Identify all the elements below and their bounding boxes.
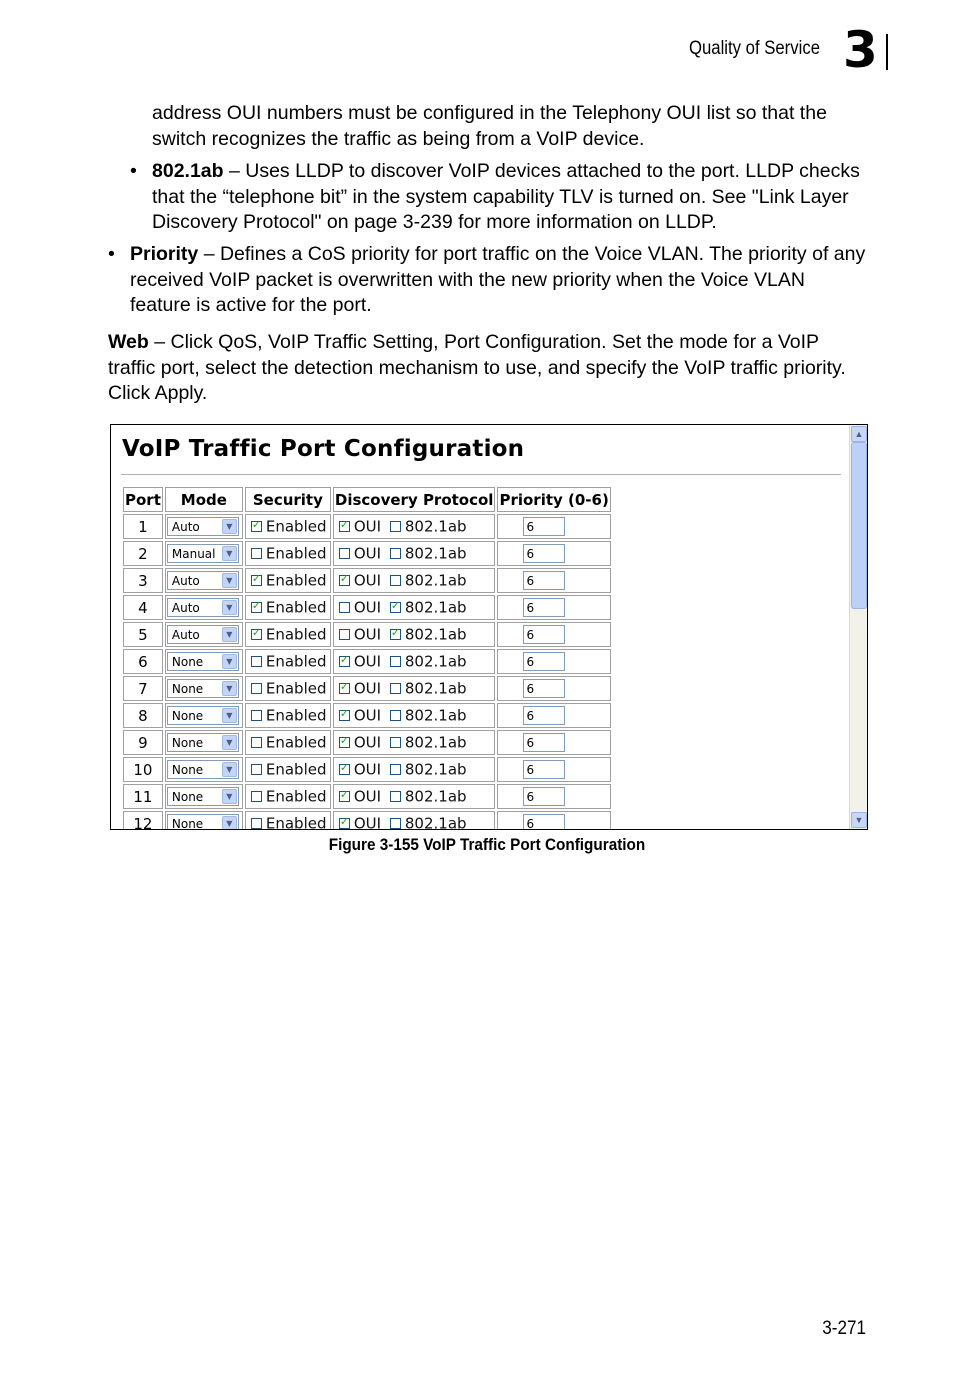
chevron-down-icon[interactable]: ▼ xyxy=(222,789,237,804)
discovery-cell xyxy=(333,757,496,782)
security-checkbox[interactable] xyxy=(251,791,262,802)
lldp-checkbox-label: 802.1ab xyxy=(404,571,467,590)
mode-value: Auto xyxy=(171,601,200,615)
priority-input[interactable]: 6 xyxy=(523,760,565,779)
mode-cell xyxy=(165,811,243,830)
discovery-cell xyxy=(333,514,496,539)
mode-value: None xyxy=(171,655,204,669)
priority-input[interactable]: 6 xyxy=(523,544,565,563)
security-checkbox[interactable] xyxy=(251,764,262,775)
chevron-down-icon[interactable]: ▼ xyxy=(222,600,237,615)
desc-8021ab: – Uses LLDP to discover VoIP devices attached to the port. LLDP checks that the “telephone bit” in the system capability TLV is turned on. See "Link Layer Discovery Protocol" on page 3-239 for more information on LLDP. xyxy=(152,160,860,234)
mode-select[interactable] xyxy=(167,706,239,725)
bullet-marker: • xyxy=(130,160,137,182)
col-security: Security xyxy=(245,487,331,512)
scroll-up-button[interactable]: ▲ xyxy=(851,426,867,442)
discovery-cell xyxy=(333,541,496,566)
mode-select[interactable] xyxy=(167,598,239,617)
security-checkbox[interactable] xyxy=(251,710,262,721)
port-config-table xyxy=(121,485,613,830)
chevron-down-icon[interactable]: ▼ xyxy=(222,546,237,561)
mode-value: None xyxy=(171,817,204,830)
lldp-checkbox-label: 802.1ab xyxy=(404,814,467,830)
security-cell xyxy=(245,649,331,674)
discovery-cell xyxy=(333,595,496,620)
mode-value: None xyxy=(171,709,204,723)
discovery-cell xyxy=(333,676,496,701)
priority-cell xyxy=(497,595,610,620)
chevron-down-icon[interactable]: ▼ xyxy=(222,708,237,723)
table-row xyxy=(123,514,611,539)
security-checkbox[interactable] xyxy=(251,629,262,640)
security-cell xyxy=(245,676,331,701)
priority-input[interactable]: 6 xyxy=(523,598,565,617)
table-row xyxy=(123,784,611,809)
figure-caption: Figure 3-155 VoIP Traffic Port Configuration xyxy=(328,835,646,854)
desc-priority: – Defines a CoS priority for port traffic on the Voice VLAN. The priority of any received VoIP packet is overwritten with the new priority when the Voice VLAN feature is active for the port. xyxy=(130,243,866,317)
port-number: 9 xyxy=(123,730,163,755)
oui-checkbox[interactable] xyxy=(339,764,350,775)
oui-checkbox-label: OUI xyxy=(353,760,382,779)
lldp-checkbox[interactable] xyxy=(390,629,401,640)
mode-select[interactable] xyxy=(167,571,239,590)
priority-input[interactable]: 6 xyxy=(523,679,565,698)
security-cell xyxy=(245,514,331,539)
oui-checkbox-label: OUI xyxy=(353,571,382,590)
port-number: 2 xyxy=(123,541,163,566)
table-row xyxy=(123,730,611,755)
table-header-row xyxy=(123,487,611,512)
priority-input[interactable]: 6 xyxy=(523,814,565,830)
port-number: 10 xyxy=(123,757,163,782)
discovery-cell xyxy=(333,703,496,728)
chevron-down-icon[interactable]: ▼ xyxy=(222,762,237,777)
security-checkbox-label: Enabled xyxy=(265,652,327,671)
chevron-down-icon[interactable]: ▼ xyxy=(222,654,237,669)
lldp-checkbox[interactable] xyxy=(390,656,401,667)
mode-cell xyxy=(165,676,243,701)
priority-cell xyxy=(497,649,610,674)
lldp-checkbox[interactable] xyxy=(390,764,401,775)
mode-value: Auto xyxy=(171,520,200,534)
col-mode: Mode xyxy=(165,487,243,512)
oui-checkbox[interactable] xyxy=(339,629,350,640)
scroll-down-button[interactable]: ▼ xyxy=(851,812,867,828)
port-number: 4 xyxy=(123,595,163,620)
security-checkbox-label: Enabled xyxy=(265,814,327,830)
table-body xyxy=(123,514,611,830)
security-checkbox[interactable] xyxy=(251,818,262,829)
oui-checkbox-label: OUI xyxy=(353,652,382,671)
table-row xyxy=(123,622,611,647)
oui-checkbox-label: OUI xyxy=(353,706,382,725)
lldp-checkbox[interactable] xyxy=(390,602,401,613)
oui-checkbox-label: OUI xyxy=(353,544,382,563)
priority-input[interactable]: 6 xyxy=(523,625,565,644)
vertical-scrollbar[interactable] xyxy=(849,425,867,829)
oui-checkbox-label: OUI xyxy=(353,733,382,752)
priority-cell xyxy=(497,784,610,809)
desc-web: – Click QoS, VoIP Traffic Setting, Port Configuration. Set the mode for a VoIP traffic port, select the detection mechanism to use, and specify the VoIP traffic priority. Click Apply. xyxy=(108,331,846,405)
mode-select[interactable] xyxy=(167,733,239,752)
port-number: 8 xyxy=(123,703,163,728)
port-number: 7 xyxy=(123,676,163,701)
lldp-checkbox-label: 802.1ab xyxy=(404,733,467,752)
priority-cell xyxy=(497,676,610,701)
bullet-priority xyxy=(130,242,870,319)
lldp-checkbox[interactable] xyxy=(390,818,401,829)
table-row xyxy=(123,757,611,782)
lldp-checkbox-label: 802.1ab xyxy=(404,760,467,779)
term-8021ab: 802.1ab xyxy=(152,160,224,182)
priority-input[interactable]: 6 xyxy=(523,706,565,725)
priority-cell xyxy=(497,514,610,539)
priority-input[interactable]: 6 xyxy=(523,652,565,671)
security-checkbox-label: Enabled xyxy=(265,517,327,536)
oui-checkbox[interactable] xyxy=(339,737,350,748)
continuation-paragraph: address OUI numbers must be configured in the Telephony OUI list so that the switch recognizes the traffic as being from a VoIP device. xyxy=(152,102,827,150)
oui-checkbox[interactable] xyxy=(339,710,350,721)
oui-checkbox-label: OUI xyxy=(353,679,382,698)
mode-select[interactable] xyxy=(167,760,239,779)
discovery-cell xyxy=(333,784,496,809)
mode-value: Auto xyxy=(171,574,200,588)
security-cell xyxy=(245,811,331,830)
web-instructions xyxy=(108,330,868,407)
security-cell xyxy=(245,622,331,647)
discovery-cell xyxy=(333,568,496,593)
lldp-checkbox[interactable] xyxy=(390,548,401,559)
oui-checkbox[interactable] xyxy=(339,521,350,532)
table-row xyxy=(123,568,611,593)
oui-checkbox-label: OUI xyxy=(353,598,382,617)
col-discovery-protocol: Discovery Protocol xyxy=(333,487,496,512)
security-cell xyxy=(245,541,331,566)
security-cell xyxy=(245,703,331,728)
security-checkbox-label: Enabled xyxy=(265,679,327,698)
oui-checkbox[interactable] xyxy=(339,683,350,694)
mode-cell xyxy=(165,595,243,620)
mode-select[interactable] xyxy=(167,679,239,698)
lldp-checkbox[interactable] xyxy=(390,575,401,586)
table-row xyxy=(123,649,611,674)
lldp-checkbox[interactable] xyxy=(390,683,401,694)
mode-cell xyxy=(165,649,243,674)
priority-input[interactable]: 6 xyxy=(523,571,565,590)
discovery-cell xyxy=(333,622,496,647)
mode-select[interactable] xyxy=(167,544,239,563)
priority-cell xyxy=(497,622,610,647)
mode-select[interactable] xyxy=(167,517,239,536)
mode-cell xyxy=(165,757,243,782)
security-checkbox-label: Enabled xyxy=(265,787,327,806)
lldp-checkbox-label: 802.1ab xyxy=(404,625,467,644)
lldp-checkbox[interactable] xyxy=(390,737,401,748)
security-cell xyxy=(245,568,331,593)
security-cell xyxy=(245,595,331,620)
port-number: 3 xyxy=(123,568,163,593)
chevron-down-icon[interactable]: ▼ xyxy=(222,573,237,588)
mode-cell xyxy=(165,541,243,566)
port-number: 1 xyxy=(123,514,163,539)
security-checkbox[interactable] xyxy=(251,602,262,613)
panel-title: VoIP Traffic Port Configuration xyxy=(122,436,525,462)
oui-checkbox[interactable] xyxy=(339,575,350,586)
security-checkbox-label: Enabled xyxy=(265,598,327,617)
lldp-checkbox-label: 802.1ab xyxy=(404,517,467,536)
priority-cell xyxy=(497,811,610,830)
bullet-8021ab xyxy=(152,159,864,236)
mode-value: Manual xyxy=(171,547,216,561)
mode-cell xyxy=(165,703,243,728)
lldp-checkbox-label: 802.1ab xyxy=(404,598,467,617)
mode-cell xyxy=(165,784,243,809)
term-web: Web xyxy=(108,331,149,353)
oui-checkbox-label: OUI xyxy=(353,787,382,806)
col-priority: Priority (0-6) xyxy=(497,487,610,512)
oui-checkbox[interactable] xyxy=(339,791,350,802)
chapter-number: 3 xyxy=(843,21,877,79)
oui-checkbox[interactable] xyxy=(339,548,350,559)
security-checkbox-label: Enabled xyxy=(265,544,327,563)
chevron-down-icon[interactable]: ▼ xyxy=(222,816,237,830)
table-row xyxy=(123,676,611,701)
voip-config-screenshot xyxy=(110,424,868,830)
priority-input[interactable]: 6 xyxy=(523,787,565,806)
oui-checkbox[interactable] xyxy=(339,656,350,667)
port-number: 5 xyxy=(123,622,163,647)
page-number: 3-271 xyxy=(822,1318,866,1339)
lldp-checkbox-label: 802.1ab xyxy=(404,652,467,671)
security-checkbox-label: Enabled xyxy=(265,733,327,752)
running-header-title: Quality of Service xyxy=(688,38,820,59)
oui-checkbox-label: OUI xyxy=(353,517,382,536)
oui-checkbox[interactable] xyxy=(339,818,350,829)
mode-value: None xyxy=(171,763,204,777)
security-checkbox-label: Enabled xyxy=(265,625,327,644)
mode-cell xyxy=(165,622,243,647)
mode-value: None xyxy=(171,682,204,696)
discovery-cell xyxy=(333,730,496,755)
lldp-checkbox[interactable] xyxy=(390,791,401,802)
oui-checkbox-label: OUI xyxy=(353,625,382,644)
security-checkbox[interactable] xyxy=(251,737,262,748)
chevron-down-icon[interactable]: ▼ xyxy=(222,627,237,642)
chevron-down-icon[interactable]: ▼ xyxy=(222,735,237,750)
mode-value: None xyxy=(171,790,204,804)
chevron-down-icon[interactable]: ▼ xyxy=(222,681,237,696)
scroll-thumb[interactable] xyxy=(851,442,867,609)
lldp-checkbox[interactable] xyxy=(390,521,401,532)
mode-cell xyxy=(165,730,243,755)
mode-value: Auto xyxy=(171,628,200,642)
mode-value: None xyxy=(171,736,204,750)
table-row xyxy=(123,595,611,620)
port-number: 11 xyxy=(123,784,163,809)
discovery-cell xyxy=(333,811,496,830)
lldp-checkbox-label: 802.1ab xyxy=(404,544,467,563)
mode-cell xyxy=(165,568,243,593)
port-number: 6 xyxy=(123,649,163,674)
bullet-marker: • xyxy=(108,243,115,265)
priority-cell xyxy=(497,568,610,593)
security-checkbox[interactable] xyxy=(251,548,262,559)
security-checkbox[interactable] xyxy=(251,521,262,532)
lldp-checkbox-label: 802.1ab xyxy=(404,679,467,698)
security-checkbox[interactable] xyxy=(251,575,262,586)
col-port: Port xyxy=(123,487,163,512)
mode-select[interactable] xyxy=(167,814,239,830)
mode-cell xyxy=(165,514,243,539)
mode-select[interactable] xyxy=(167,787,239,806)
title-divider xyxy=(121,474,841,476)
chevron-down-icon[interactable]: ▼ xyxy=(222,519,237,534)
term-priority: Priority xyxy=(130,243,199,265)
priority-input[interactable]: 6 xyxy=(523,733,565,752)
oui-checkbox-label: OUI xyxy=(353,814,382,830)
security-cell xyxy=(245,784,331,809)
security-cell xyxy=(245,730,331,755)
priority-cell xyxy=(497,541,610,566)
security-checkbox[interactable] xyxy=(251,683,262,694)
lldp-checkbox-label: 802.1ab xyxy=(404,706,467,725)
mode-select[interactable] xyxy=(167,625,239,644)
table-row xyxy=(123,541,611,566)
priority-cell xyxy=(497,730,610,755)
priority-cell xyxy=(497,703,610,728)
lldp-checkbox[interactable] xyxy=(390,710,401,721)
lldp-checkbox-label: 802.1ab xyxy=(404,787,467,806)
security-checkbox-label: Enabled xyxy=(265,571,327,590)
port-number: 12 xyxy=(123,811,163,830)
oui-checkbox[interactable] xyxy=(339,602,350,613)
priority-input[interactable]: 6 xyxy=(523,517,565,536)
discovery-cell xyxy=(333,649,496,674)
mode-select[interactable] xyxy=(167,652,239,671)
table-row xyxy=(123,811,611,830)
table-row xyxy=(123,703,611,728)
security-cell xyxy=(245,757,331,782)
priority-cell xyxy=(497,757,610,782)
security-checkbox[interactable] xyxy=(251,656,262,667)
security-checkbox-label: Enabled xyxy=(265,760,327,779)
security-checkbox-label: Enabled xyxy=(265,706,327,725)
